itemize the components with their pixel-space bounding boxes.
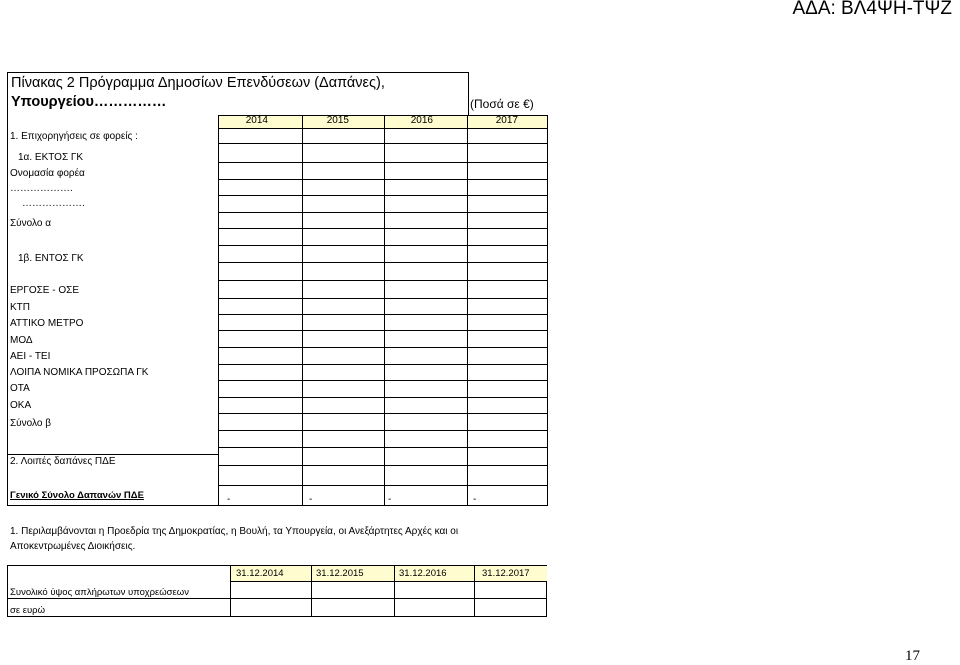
row-label: Σύνολο β: [10, 418, 51, 429]
grand-total-label: Γενικό Σύνολο Δαπανών ΠΔΕ: [10, 490, 144, 501]
row-label: 2. Λοιπές δαπάνες ΠΔΕ: [10, 456, 116, 467]
row-label: 1. Επιχορηγήσεις σε φορείς :: [10, 131, 138, 142]
currency-label: σε ευρώ: [10, 605, 45, 616]
year-2016: 2016: [410, 115, 433, 126]
date-2014: 31.12.2014: [236, 568, 284, 579]
row-label: ΚΤΠ: [10, 302, 30, 313]
row-label: ΜΟΔ: [10, 335, 33, 346]
date-2016: 31.12.2016: [399, 568, 447, 579]
ada-code: ΑΔΑ: ΒΛ4ΨΗ-ΤΨΖ: [792, 0, 952, 19]
arrears-label: Συνολικό ύψος απλήρωτων υποχρεώσεων: [10, 587, 189, 598]
footnote: 1. Περιλαμβάνονται η Προεδρία της Δημοκρατίας, η Βουλή, τα Υπουργεία, οι Ανεξάρτητες Αρχές και οι Αποκεντρωμένες Διοικήσεις.: [10, 526, 459, 552]
row-label: ΕΡΓΟΣΕ - ΟΣΕ: [10, 285, 79, 296]
date-2017: 31.12.2017: [482, 568, 530, 579]
row-label: ΟΤΑ: [10, 383, 30, 394]
table-title-line2: Υπουργείου……………: [11, 93, 167, 110]
year-2014: 2014: [245, 115, 268, 126]
row-label: 1α. ΕΚΤΟΣ ΓΚ: [18, 152, 84, 163]
year-2017: 2017: [495, 115, 518, 126]
table-title: [11, 74, 385, 111]
row-label: ΟΚΑ: [10, 400, 32, 411]
row-label: ΛΟΙΠΑ ΝΟΜΙΚΑ ΠΡΟΣΩΠΑ ΓΚ: [10, 367, 149, 378]
total-value-2014: -: [227, 494, 231, 505]
row-label: ΑΤΤΙΚΟ ΜΕΤΡΟ: [10, 318, 84, 329]
total-value-2017: -: [473, 494, 477, 505]
row-label: Σύνολο α: [10, 218, 51, 229]
unit-label: (Ποσά σε €): [470, 97, 534, 111]
date-2015: 31.12.2015: [316, 568, 364, 579]
total-value-2015: -: [309, 494, 313, 505]
year-2015: 2015: [326, 115, 349, 126]
total-value-2016: -: [388, 494, 392, 505]
table-title-line1: Πίνακας 2 Πρόγραμμα Δημοσίων Επενδύσεων (Δαπάνες),: [11, 75, 385, 91]
page-number: 17: [905, 648, 920, 664]
row-label: ……………….: [10, 183, 73, 194]
row-label: Ονομασία φορέα: [10, 168, 85, 179]
row-label: ……………….: [22, 198, 85, 209]
row-label: 1β. ΕΝΤΟΣ ΓΚ: [18, 253, 84, 264]
values-grid: [218, 115, 548, 506]
row-label: ΑΕΙ - ΤΕΙ: [10, 351, 51, 362]
